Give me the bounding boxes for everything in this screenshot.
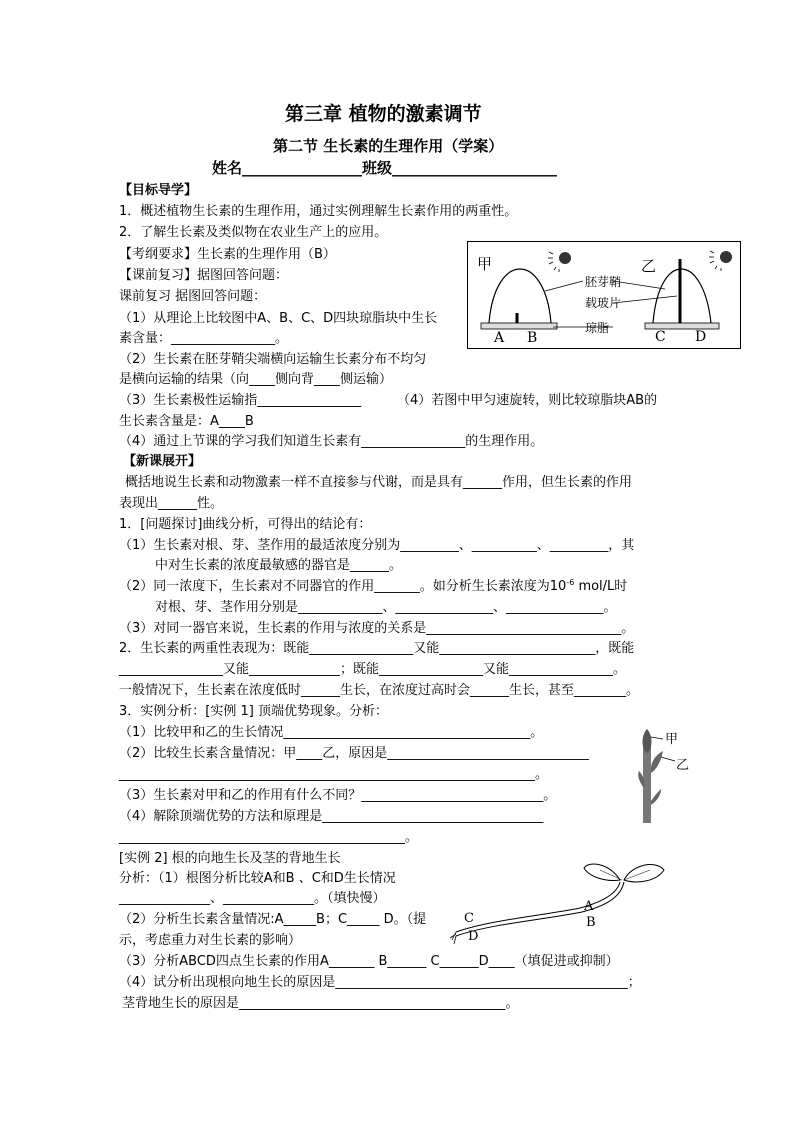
answer-line[interactable]: 2．生长素的两重性表现为：既能________________又能________________________，既能 — [119, 641, 635, 656]
answer-line[interactable]: ______________、______________。（填快慢） — [119, 891, 386, 906]
coleoptile-figure — [467, 241, 742, 350]
answer-line[interactable]: （3）生长素对甲和乙的作用有什么不同？____________________________。 — [119, 788, 557, 803]
label-glass-slide: 载玻片 — [585, 296, 622, 310]
seedling-figure — [450, 860, 668, 948]
figure-label-jia: 甲 — [477, 255, 493, 273]
answer-line[interactable]: ____________________________________________。 — [119, 830, 418, 845]
figure-label-yi: 乙 — [641, 257, 657, 275]
question-line: （1）从理论上比较图中A、B、C、D四块琼脂块中生长 — [119, 311, 438, 326]
answer-line[interactable]: ________________________________________________________________。 — [119, 767, 548, 782]
name-class-line[interactable]: 姓名________________班级______________________ — [212, 159, 558, 177]
block-label-d: D — [695, 329, 707, 345]
block-label-b: B — [527, 330, 538, 346]
question-line: （4）若图中甲匀速旋转，则比较琼脂块AB的 — [397, 393, 658, 408]
label-d: D — [468, 929, 479, 944]
branch-figure — [633, 727, 693, 823]
answer-line[interactable]: 概括地说生长素和动物激素一样不直接参与代谢，而是具有______作用，但生长素的作用 — [125, 475, 633, 490]
answer-line[interactable]: 茎背地生长的原因是_________________________________________。 — [122, 996, 519, 1011]
answer-line[interactable]: ________________又能______________；既能________________又能________________。 — [119, 662, 627, 677]
question-line: 3．实例分析：[实例 1] 顶端优势现象。分析： — [119, 704, 388, 719]
answer-line[interactable]: 对根、芽、茎作用分别是_____________、_______________、_______________。 — [155, 600, 617, 615]
text-line: 示，考虑重力对生长素的影响） — [119, 933, 302, 948]
example-heading: [实例 2] 根的向地生长及茎的背地生长 — [119, 851, 341, 866]
question-line: 1．[问题探讨]曲线分析，可得出的结论有： — [119, 517, 372, 532]
block-label-c: C — [655, 329, 666, 345]
lateral-bud — [651, 751, 663, 773]
answer-line[interactable]: （2）比较生长素含量情况：甲____乙，原因是_______________________________ — [119, 746, 589, 761]
answer-line[interactable]: 生长素含量是：A____B — [119, 414, 254, 429]
question-line: （2）生长素在胚芽鞘尖端横向运输生长素分布不均匀 — [119, 352, 427, 367]
answer-line[interactable]: （4）通过上节课的学习我们知道生长素有________________的生理作用。 — [119, 434, 544, 449]
heading-review: 【课前复习】据图回答问题： — [119, 268, 289, 283]
label-jia: 甲 — [665, 732, 679, 747]
agar-block-left — [481, 323, 557, 329]
section-title: 第二节 生长素的生理作用（学案） — [273, 137, 504, 155]
label-coleoptile: 胚芽鞘 — [585, 275, 622, 289]
answer-line[interactable]: 中对生长素的浓度最敏感的器官是______。 — [155, 558, 403, 573]
answer-line[interactable]: 一般情况下，生长素在浓度低时______生长，在浓度过高时会______生长，甚至________。 — [119, 683, 640, 698]
answer-line[interactable]: 素含量：________________。 — [119, 331, 289, 346]
answer-line[interactable]: （2）分析生长素含量情况:A_____B；C_____ D。（提 — [119, 912, 427, 927]
answer-line[interactable]: 是横向运输的结果（向____侧向背____侧运输） — [119, 372, 393, 387]
answer-line[interactable]: （4）解除顶端优势的方法和原理是__________________________________ — [119, 809, 544, 824]
chapter-title: 第三章 植物的激素调节 — [285, 103, 482, 125]
heading-objectives: 【目标导学】 — [119, 183, 198, 198]
answer-line[interactable]: （4）试分析出现根向地生长的原因是_____________________________________________； — [119, 975, 641, 990]
label-b: B — [586, 915, 596, 930]
answer-line[interactable]: （3）分析ABCD四点生长素的作用A_______ B______ C______D____（填促进或抑制） — [119, 954, 619, 969]
answer-line[interactable]: （1）生长素对根、芽、茎作用的最适浓度分别为_________、__________、_________，其 — [119, 538, 635, 553]
block-label-a: A — [494, 330, 505, 346]
label-c: C — [464, 911, 474, 926]
answer-line[interactable]: 表现出______性。 — [119, 496, 224, 511]
answer-line[interactable]: （3）生长素极性运输指________________ — [119, 393, 362, 408]
label-agar: 琼脂 — [585, 321, 610, 335]
heading-syllabus: 【考纲要求】生长素的生理作用（B） — [119, 247, 336, 262]
label-yi: 乙 — [676, 758, 690, 773]
text-line: 2．了解生长素及类似物在农业生产上的应用。 — [119, 225, 388, 240]
label-a: A — [584, 899, 594, 914]
answer-line[interactable]: （2）同一浓度下，生长素对不同器官的作用_______。如分析生长素浓度为$10^{-6}$ mol/L时 — [119, 578, 628, 594]
text-line: 课前复习 据图回答问题： — [119, 289, 267, 304]
question-line: 分析：（1）根图分析比较A和B 、C和D生长情况 — [119, 871, 396, 886]
heading-new-lesson: 【新课展开】 — [123, 454, 202, 469]
text-line: 1．概述植物生长素的生理作用，通过实例理解生长素作用的两重性。 — [119, 204, 518, 219]
answer-line[interactable]: （3）对同一器官来说，生长素的作用与浓度的关系是______________________________。 — [119, 621, 635, 636]
answer-line[interactable]: （1）比较甲和乙的生长情况______________________________________。 — [119, 725, 544, 740]
